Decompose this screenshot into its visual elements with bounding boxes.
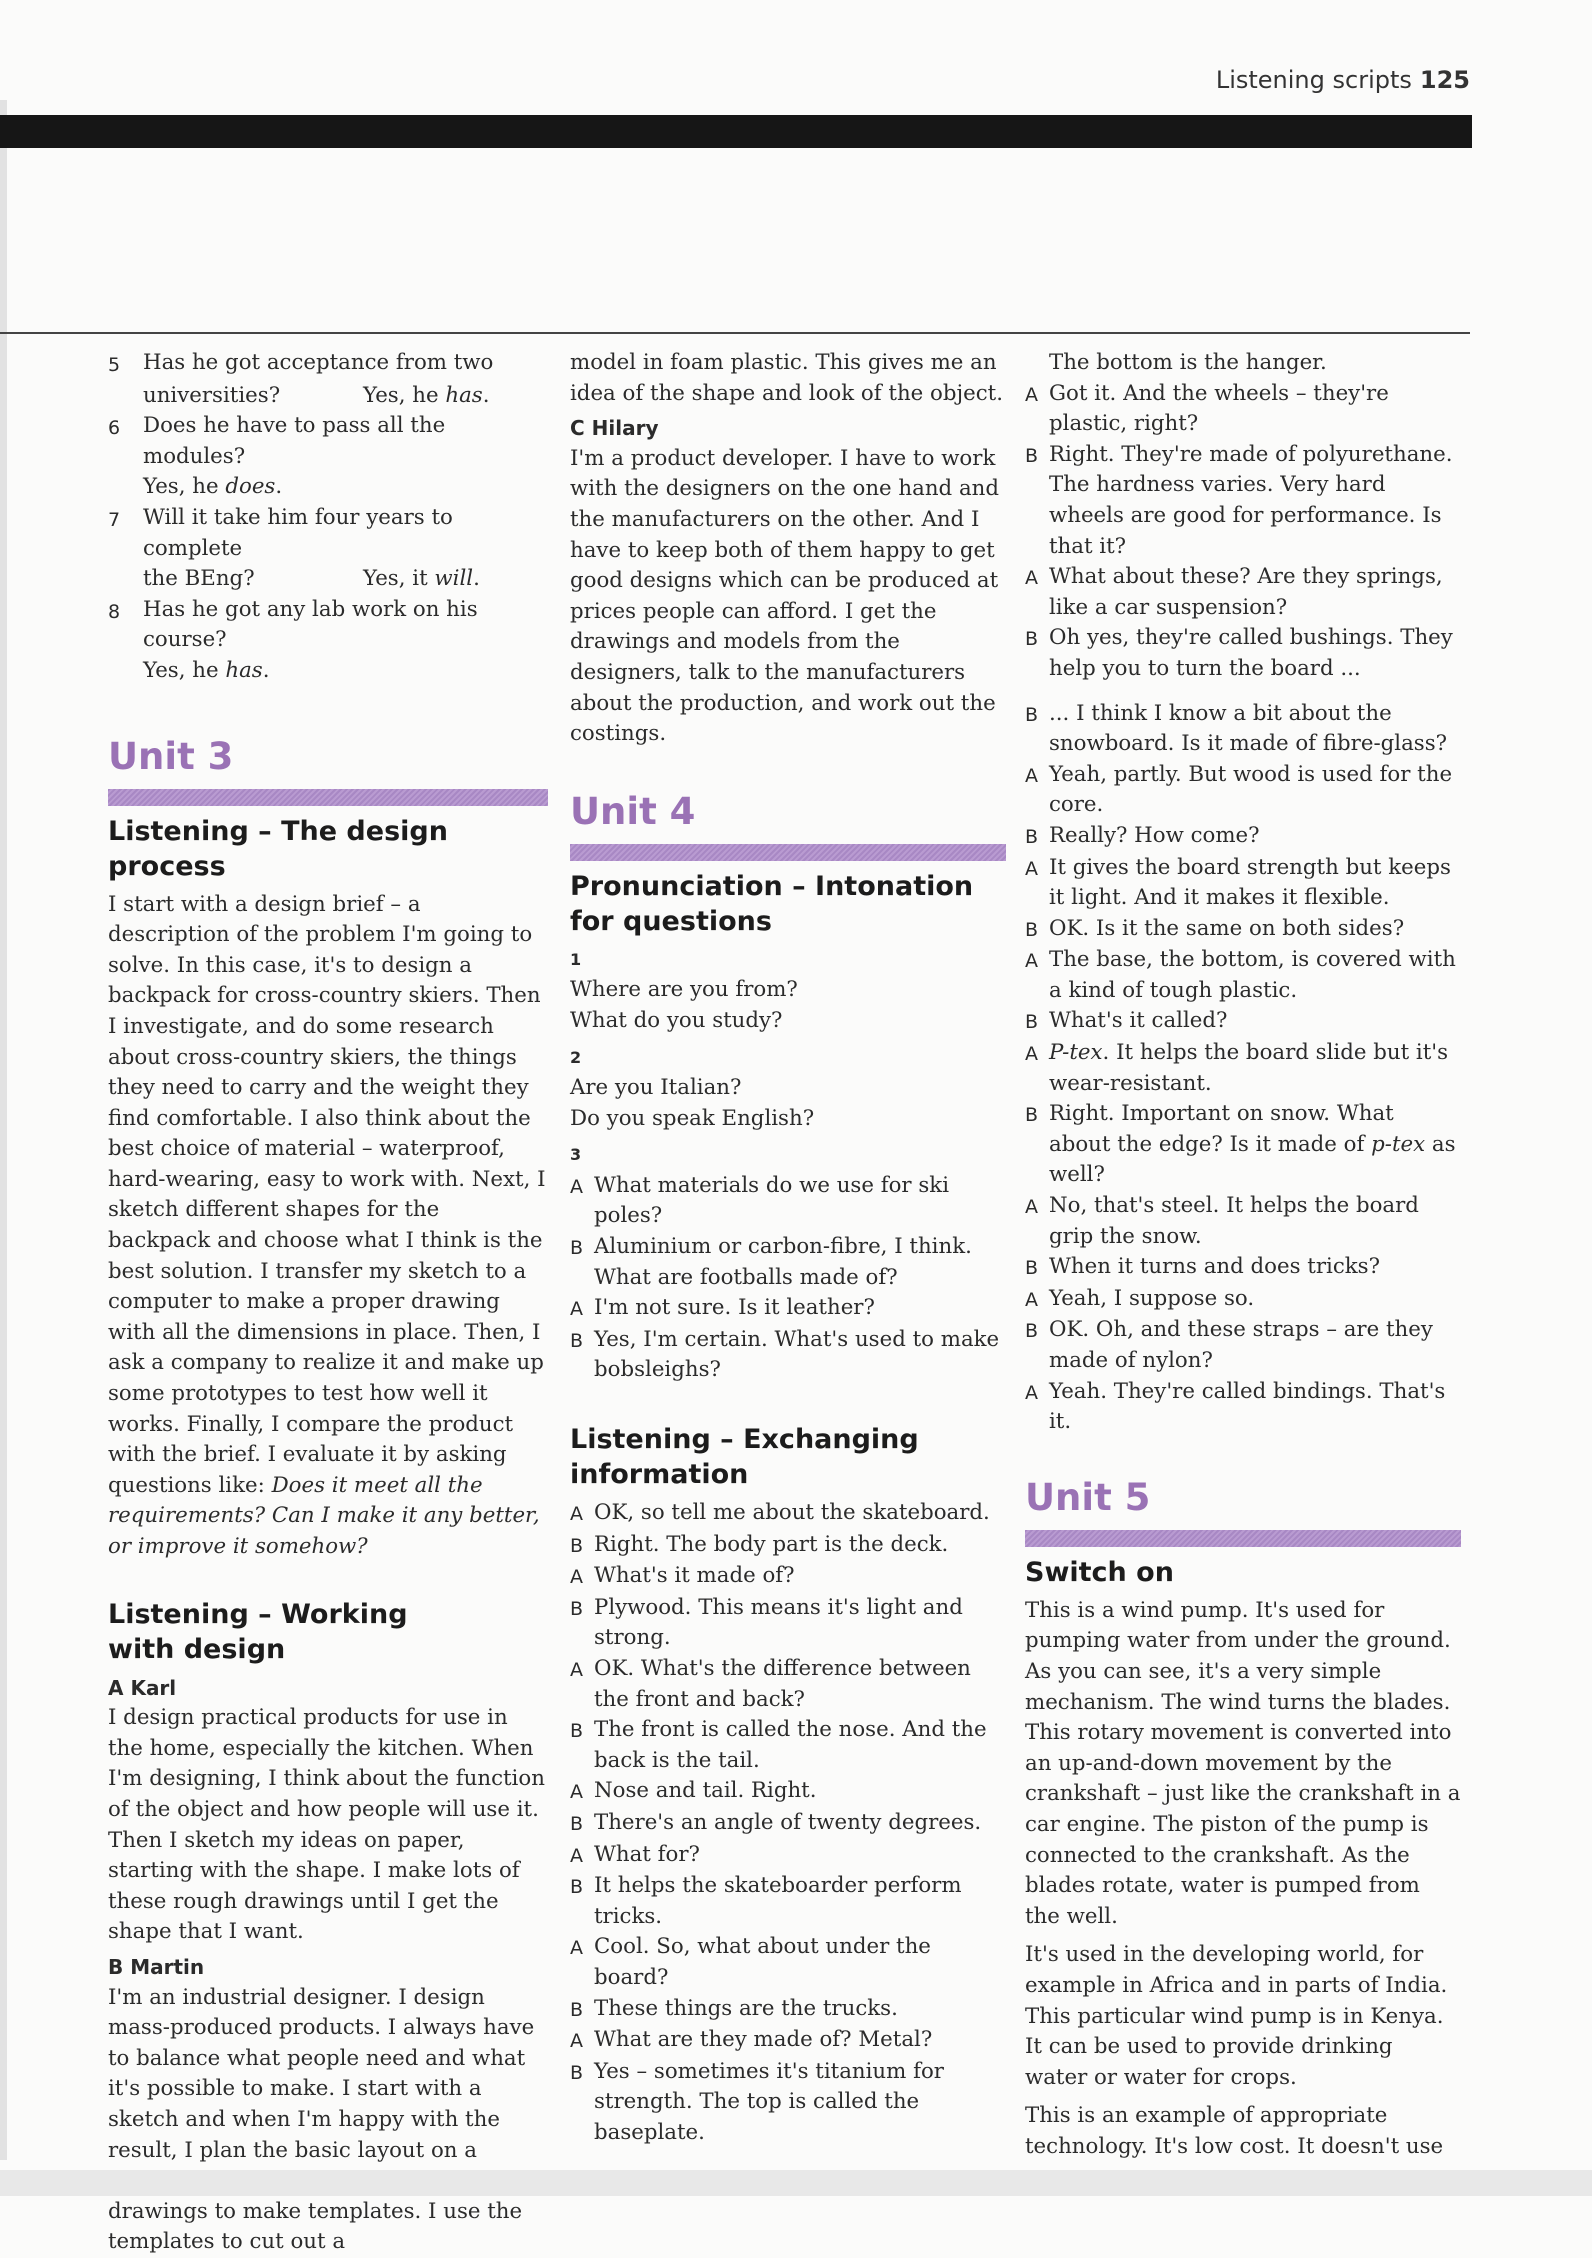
dialogue-text: What are they made of? Metal? (594, 2027, 933, 2053)
dialogue-text: What's it made of? (594, 1563, 795, 1589)
dialogue-text: It gives the board strength but keeps it light. And it makes it flexible. (1049, 854, 1451, 911)
dialogue-line (570, 1654, 1006, 1715)
speaker-letter: B (570, 1534, 584, 1557)
dialogue-text: Right. The body part is the deck. (594, 1531, 949, 1557)
dialogue-line (1025, 623, 1461, 684)
dialogue-text: OK. Oh, and these straps – are they made of nylon? (1049, 1317, 1433, 1373)
dialogue-text: Yeah. They're called bindings. That's it. (1049, 1378, 1446, 1435)
answer-text: Yes, he (143, 474, 226, 500)
answer-punct: . (262, 657, 270, 683)
item-question: Will it take him four years to complete (143, 504, 453, 561)
speaker-letter: B (1025, 444, 1039, 467)
dialogue-text: No, that's steel. It helps the board grip the snow. (1049, 1193, 1419, 1249)
dialogue-line (570, 1932, 1006, 1993)
dialogue-line (570, 1776, 1006, 1808)
dialogue-line (570, 1994, 1006, 2026)
item-question: Has he got any lab work on his course? (143, 596, 478, 653)
dialogue-line (1025, 379, 1461, 440)
column-2 (570, 348, 1006, 2149)
dialogue-text: It helps the skateboarder perform tricks. (594, 1873, 962, 1929)
list-item (108, 503, 548, 564)
unit-3-title: Unit 3 (108, 734, 234, 778)
ptex-italic: P-tex (1049, 1040, 1103, 1066)
speaker-letter: A (570, 1844, 583, 1867)
list-item (108, 348, 548, 381)
speaker-letter: B (1025, 1257, 1039, 1280)
dialogue-text: What materials do we use for ski poles? (594, 1172, 950, 1229)
dialogue-text: The front is called the nose. And the back is the tail. (594, 1717, 987, 1773)
item-answer (108, 564, 548, 595)
item-question: Does he have to pass all the modules? (143, 413, 446, 469)
speaker-letter: B (570, 1237, 584, 1260)
dialogue-line (570, 1293, 1006, 1325)
page-left-edge (0, 100, 7, 2160)
dialogue-text: When it turns and does tricks? (1049, 1254, 1381, 1280)
item-number: 7 (108, 508, 121, 531)
dialogue-text: There's an angle of twenty degrees. (594, 1809, 982, 1835)
switch-on-heading: Switch on (1025, 1556, 1174, 1588)
answer-italic: has (225, 657, 263, 683)
column-3 (1025, 348, 1461, 2162)
speaker-letter: B (1025, 825, 1039, 848)
dialogue-text: Yes, I'm certain. What's used to make bobsleighs? (594, 1326, 1000, 1383)
dialogue-text: The base, the bottom, is covered with a kind of tough plastic. (1049, 947, 1456, 1003)
switch-on-paragraph: This is an example of appropriate technology. It's low cost. It doesn't use (1025, 2103, 1444, 2159)
dialogue-line (1025, 1284, 1461, 1316)
speaker-letter: B (570, 1597, 584, 1620)
dialogue-line (1025, 853, 1461, 914)
item-number: 6 (108, 417, 121, 440)
dialogue-text (1049, 1099, 1461, 1191)
page-number: 125 (1419, 66, 1470, 94)
unit-4-bar (570, 844, 1006, 861)
dialogue-line (1025, 1252, 1461, 1284)
header-title: Listening scripts (1215, 66, 1412, 94)
speaker-letter: A (1025, 950, 1038, 973)
heading-line-1: Listening – Exchanging (570, 1424, 919, 1456)
speaker-letter: B (1025, 918, 1039, 941)
answer-punct: . (482, 382, 490, 408)
exercise-1-label: 1 (570, 949, 582, 969)
speaker-letter: A (570, 1937, 583, 1960)
unit-5-bar (1025, 1530, 1461, 1547)
header-black-bar (0, 115, 1472, 148)
dialogue-line (570, 1561, 1006, 1593)
dialogue-line (1025, 440, 1461, 562)
dialogue-line (570, 1715, 1006, 1776)
dialogue-text: What about these? Are they springs, like a car suspension? (1049, 564, 1443, 620)
dialogue-text: OK. What's the difference between the front and back? (594, 1656, 971, 1712)
dialogue-text: Nose and tail. Right. (594, 1778, 817, 1804)
speaker-letter: B (570, 1876, 584, 1899)
ptex-rest: . It helps the board slide but it's wear-resistant. (1049, 1040, 1449, 1096)
dialogue-text: What's it called? (1049, 1008, 1228, 1034)
dialogue-text: Oh yes, they're called bushings. They help you to turn the board ... (1049, 625, 1453, 681)
item-question-cont: the BEng? (143, 566, 255, 592)
heading-line-1: Listening – Working (108, 1598, 408, 1630)
question-list (108, 348, 548, 687)
item-answer (108, 656, 548, 687)
dialogue-line (1025, 562, 1461, 623)
exercise-2-label: 2 (570, 1047, 582, 1067)
dialogue-line (1025, 1191, 1461, 1252)
dialogue-text: Right. They're made of polyurethane. The hardness varies. Very hard wheels are good for performance. Is that it? (1049, 441, 1453, 559)
dialogue-continued: The bottom is the hanger. (1049, 350, 1327, 375)
dialogue-line (570, 1232, 1006, 1293)
dialogue-line (570, 1840, 1006, 1872)
speaker-letter: A (570, 1175, 583, 1198)
dialogue-line (570, 1530, 1006, 1562)
design-process-body: I start with a design brief – a description of the problem I'm going to solve. In this case, it's to design a backpack for cross-country skiers. Then I investigate, and do some research about cross-country skiers, the things they need to carry and the weight they find comfortable. I also think about the best choice of material – waterproof, hard-wearing, easy to work with. Next, I sketch different shapes for the backpack and choose what I think is the best solution. I transfer my sketch to a computer to make a proper drawing with all the dimensions in place. Then, I ask a company to realize it and make up some prototypes to test how well it works. Finally, I compare the product with the brief. I evaluate it by asking questions like: (108, 891, 546, 1498)
dialogue-text: These things are the trucks. (594, 1995, 898, 2021)
dialogue-text (1049, 1038, 1461, 1099)
working-with-design-heading (108, 1597, 548, 1667)
dialogue-text: I'm not sure. Is it leather? (594, 1295, 875, 1321)
design-process-heading: Listening – The design process (108, 815, 448, 882)
dialogue-text: Cool. So, what about under the board? (594, 1934, 931, 1990)
unit-4-title: Unit 4 (570, 789, 696, 833)
design-process-text (108, 890, 548, 1563)
item-number: 8 (108, 600, 121, 623)
page-bottom-edge (0, 2170, 1592, 2196)
karl-text: I design practical products for use in the home, especially the kitchen. When I'm designing, I think about the function of the object and how people will use it. Then I sketch my ideas on paper, starting with the shape. I make lots of these rough drawings until I get the shape that I want. (108, 1705, 545, 1945)
dialogue-line (1025, 1377, 1461, 1438)
unit-5-title: Unit 5 (1025, 1475, 1151, 1519)
hilary-text: I'm a product developer. I have to work with the designers on the one hand and the manufacturers on the other. And I have to keep both of them happy to get good designs which can be produced at prices people can afford. I get the drawings and models from the designers, talk to the manufacturers about the production, and work out the costings. (570, 445, 999, 747)
answer-text: Yes, he (363, 382, 446, 408)
dialogue-line (570, 2025, 1006, 2057)
answer-italic: does (225, 474, 276, 500)
dialogue-line (1025, 1006, 1461, 1038)
dialogue-line (1025, 945, 1461, 1006)
speaker-letter: A (1025, 567, 1038, 590)
design-process-questions: Does it meet all the requirements? Can I make it any better, or improve it somehow? (108, 1472, 540, 1559)
dialogue-text: Really? How come? (1049, 822, 1260, 848)
speaker-letter: A (570, 1566, 583, 1589)
speaker-hilary-label: C Hilary (570, 416, 659, 441)
dialogue-line (1025, 760, 1461, 821)
dialogue-line (1025, 914, 1461, 946)
speaker-letter: A (1025, 1196, 1038, 1219)
speaker-letter: A (1025, 383, 1038, 406)
exercise-3-label: 3 (570, 1145, 582, 1165)
answer-italic: has (445, 382, 483, 408)
dialogue-line (570, 1871, 1006, 1932)
dialogue-line (1025, 699, 1461, 760)
item-answer (108, 381, 548, 412)
dialogue-text: OK, so tell me about the skateboard. (594, 1500, 990, 1526)
unit-3-bar (108, 789, 548, 806)
speaker-letter: A (1025, 857, 1038, 880)
martin-text-continued: model in foam plastic. This gives me an idea of the shape and look of the object. (570, 350, 1003, 406)
edge-text: Right. Important on snow. What about the edge? Is it made of (1049, 1101, 1394, 1157)
item-answer (108, 472, 548, 503)
speaker-letter: B (570, 1812, 584, 1835)
exercise-1-line: What do you study? (570, 1007, 783, 1033)
exercise-1-line: Where are you from? (570, 977, 798, 1003)
speaker-letter: B (570, 1998, 584, 2021)
speaker-letter: A (570, 1781, 583, 1804)
speaker-letter: A (570, 1659, 583, 1681)
dialogue-line (1025, 1315, 1461, 1376)
edge-text-end: as well? (1049, 1131, 1456, 1188)
switch-on-paragraph: It's used in the developing world, for example in Africa and in parts of India. This particular wind pump is in Kenya. It can be used to provide drinking water or water for crops. (1025, 1942, 1448, 2090)
answer-text: Yes, he (143, 657, 226, 683)
dialogue-line (570, 1171, 1006, 1232)
dialogue-text: OK. Is it the same on both sides? (1049, 915, 1405, 941)
switch-on-paragraph: This is a wind pump. It's used for pumping water from under the ground. As you can see, it's a very simple mechanism. The wind turns the blades. This rotary movement is converted into an up-and-down movement by the crankshaft – just like the crankshaft in a car engine. The piston of the pump is connected to the crankshaft. As the blades rotate, water is pumped from the well. (1025, 1597, 1461, 1929)
speaker-letter: A (570, 2030, 583, 2053)
speaker-letter: B (1025, 1104, 1039, 1127)
speaker-letter: A (570, 1298, 583, 1321)
speaker-letter: A (1025, 1288, 1038, 1311)
list-item (108, 411, 548, 472)
answer-punct: . (473, 566, 480, 592)
dialogue-line (1025, 821, 1461, 853)
exchanging-information-heading (570, 1422, 1006, 1492)
item-number: 5 (108, 354, 121, 376)
dialogue-text: Yeah, I suppose so. (1049, 1285, 1255, 1311)
heading-line-2: information (570, 1459, 749, 1491)
pronunciation-heading: Pronunciation – Intonation for questions (570, 870, 974, 937)
dialogue-text: Aluminium or carbon-fibre, I think. What are footballs made of? (594, 1234, 972, 1290)
column-1 (108, 348, 548, 2258)
martin-text: I'm an industrial designer. I design mass-produced products. I always have to balance what people need and what it's possible to make. I start with a sketch and when I'm happy with the result, I plan the basic layout on a drawings to make templates. I use the templates to cut out a (108, 1984, 535, 2255)
dialogue-line (1025, 1038, 1461, 1099)
answer-italic: will (434, 566, 474, 592)
speaker-letter: B (1025, 703, 1039, 726)
item-question: Has he got acceptance from two (143, 350, 494, 375)
speaker-karl-label: A Karl (108, 1675, 177, 1700)
answer-punct: . (275, 474, 283, 500)
speaker-letter: B (570, 2061, 584, 2084)
dialogue-line (570, 1593, 1006, 1654)
heading-line-2: with design (108, 1633, 286, 1665)
speaker-letter: A (1025, 1381, 1038, 1404)
exercise-2-line: Are you Italian? (570, 1075, 742, 1101)
speaker-letter: B (1025, 1320, 1039, 1343)
speaker-letter: B (1025, 1011, 1039, 1034)
speaker-letter: A (570, 1503, 583, 1526)
dialogue-text: What for? (594, 1841, 700, 1867)
speaker-letter: B (570, 1720, 584, 1743)
dialogue-line (570, 2057, 1006, 2149)
dialogue-line (1025, 1099, 1461, 1191)
dialogue-line (570, 1808, 1006, 1840)
ptex-italic: p-tex (1371, 1131, 1426, 1157)
speaker-martin-label: B Martin (108, 1954, 205, 1979)
dialogue-text: Plywood. This means it's light and strong. (594, 1594, 963, 1651)
dialogue-line (570, 1325, 1006, 1386)
dialogue-text: Yes – sometimes it's titanium for strength. The top is called the baseplate. (594, 2058, 944, 2145)
dialogue-line (570, 1498, 1006, 1530)
speaker-letter: B (570, 1329, 584, 1352)
dialogue-text: Yeah, partly. But wood is used for the core. (1049, 761, 1453, 818)
exercise-2-line: Do you speak English? (570, 1105, 815, 1131)
header-rule (0, 332, 1470, 334)
running-header (1216, 66, 1470, 94)
item-question-cont: universities? (143, 382, 281, 408)
speaker-letter: A (1025, 1043, 1038, 1066)
speaker-letter: B (1025, 628, 1039, 651)
dialogue-text: Got it. And the wheels – they're plastic, right? (1049, 380, 1389, 437)
dialogue-text: ... I think I know a bit about the snowboard. Is it made of fibre-glass? (1049, 700, 1448, 757)
list-item (108, 595, 548, 656)
speaker-letter: A (1025, 764, 1038, 787)
answer-text: Yes, it (363, 566, 435, 592)
